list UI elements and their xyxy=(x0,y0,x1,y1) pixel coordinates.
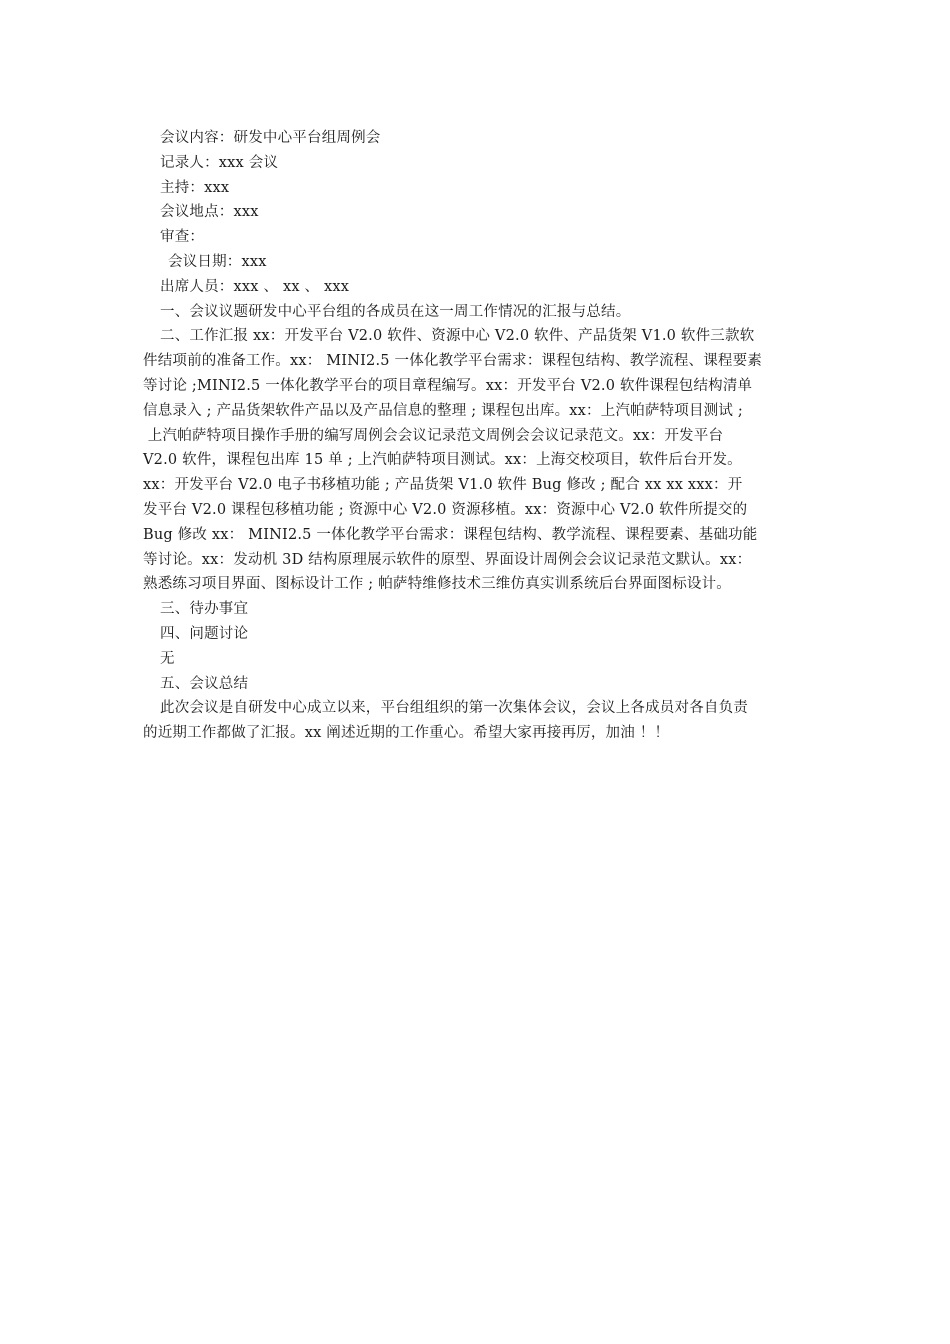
work-report-line: 等讨论 ;MINI2.5 一体化教学平台的项目章程编写。xx：开发平台 V2.0 软件课程包结构清单 xyxy=(143,377,753,394)
meeting-date: 会议日期：xxx xyxy=(168,253,267,270)
work-report-line: 发平台 V2.0 课程包移植功能 ; 资源中心 V2.0 资源移植。xx：资源中心 V2.0 软件所提交的 xyxy=(143,501,748,518)
section-summary: 五、会议总结 xyxy=(160,675,249,692)
host: 主持：xxx xyxy=(160,179,230,196)
meeting-minutes xyxy=(143,126,815,746)
summary-line: 此次会议是自研发中心成立以来，平台组组织的第一次集体会议，会议上各成员对各自负责 xyxy=(160,700,748,717)
summary-line: 的近期工作都做了汇报。xx 阐述近期的工作重心。希望大家再接再厉，加油 ！！ xyxy=(143,725,670,742)
meeting-topic: 会议内容：研发中心平台组周例会 xyxy=(160,130,381,146)
meeting-location: 会议地点：xxx xyxy=(160,204,259,221)
work-report-line: xx：开发平台 V2.0 电子书移植功能 ; 产品货架 V1.0 软件 Bug 修改 ; 配合 xx xx xxx：开 xyxy=(143,477,743,494)
work-report-line: V2.0 软件，课程包出库 15 单 ; 上汽帕萨特项目测试。xx：上海交校项目，软件后台开发。 xyxy=(143,452,742,469)
reviewer: 审查： xyxy=(160,229,205,246)
section-agenda: 一、会议议题研发中心平台组的各成员在这一周工作情况的汇报与总结。 xyxy=(160,303,631,320)
work-report-line: 等讨论。xx：发动机 3D 结构原理展示软件的原型、界面设计周例会会议记录范文默认。xx： xyxy=(143,551,752,568)
section-todo: 三、待办事宜 xyxy=(160,601,249,618)
work-report-line: 件结项前的准备工作。xx： MINI2.5 一体化教学平台需求：课程包结构、教学流程、课程要素 xyxy=(143,353,763,370)
section-discussion: 四、问题讨论 xyxy=(160,625,249,642)
work-report-line: Bug 修改 xx： MINI2.5 一体化教学平台需求：课程包结构、教学流程、课程要素、基础功能 xyxy=(143,526,758,543)
work-report-line: 上汽帕萨特项目操作手册的编写周例会会议记录范文周例会会议记录范文。xx：开发平台 xyxy=(143,427,724,444)
work-report-line: 二、工作汇报 xx：开发平台 V2.0 软件、资源中心 V2.0 软件、产品货架 V1.0 软件三款软 xyxy=(160,328,755,345)
work-report-line: 信息录入 ; 产品货架软件产品以及产品信息的整理 ; 课程包出库。xx：上汽帕萨特项目测试 ; xyxy=(143,402,743,419)
attendees: 出席人员：xxx 、 xx 、 xxx xyxy=(160,278,350,295)
work-report-line: 熟悉练习项目界面、图标设计工作 ; 帕萨特维修技术三维仿真实训系统后台界面图标设计。 xyxy=(143,576,731,593)
discussion-body: 无 xyxy=(160,650,175,667)
recorder: 记录人：xxx 会议 xyxy=(160,154,279,171)
